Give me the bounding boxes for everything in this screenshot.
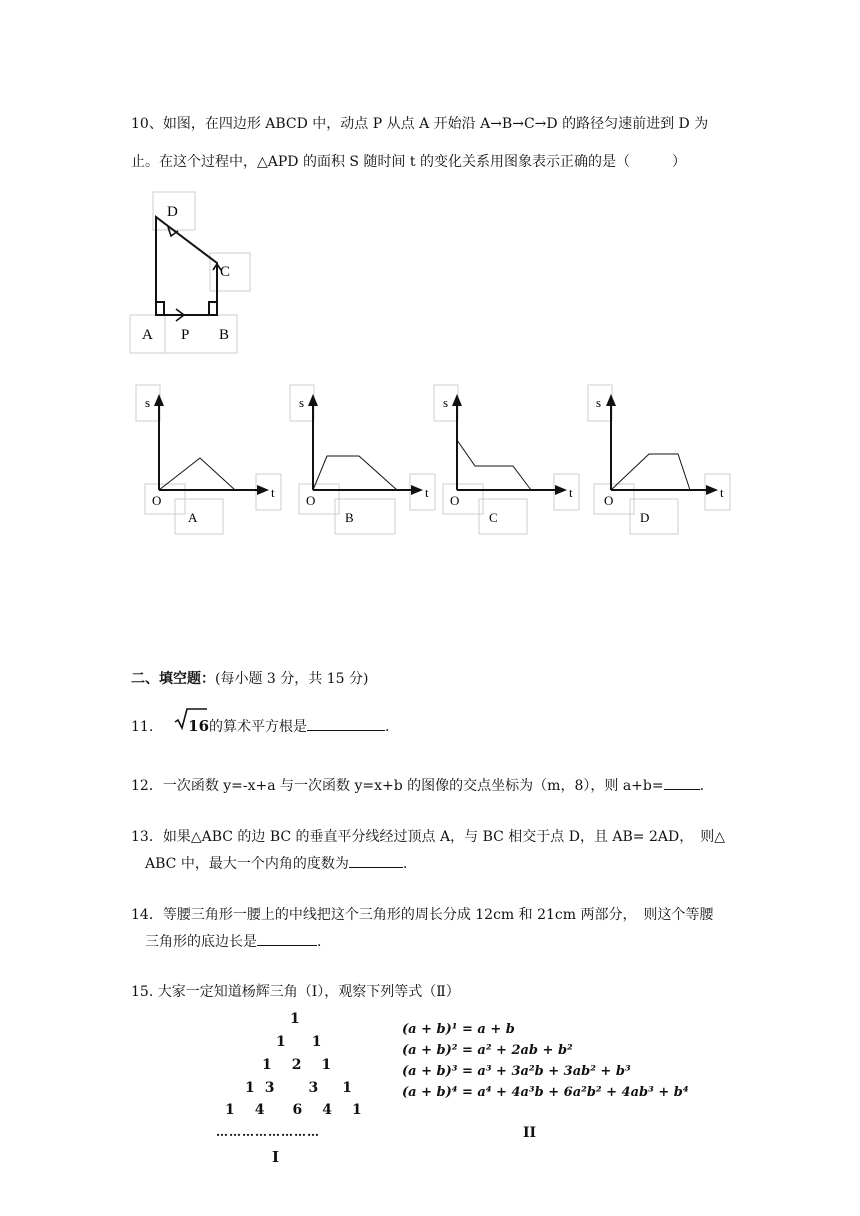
q13-period: . (402, 856, 408, 872)
axis-s: s (443, 395, 449, 410)
section-title: 二、填空题： (131, 671, 215, 687)
axis-s: s (299, 395, 305, 410)
label-P: P (181, 327, 190, 343)
label-A: A (142, 327, 153, 343)
equation-4: (a + b)⁴ = a⁴ + 4a³b + 6a²b² + 4ab³ + b⁴ (402, 1085, 689, 1100)
label-D: D (167, 204, 178, 220)
q10-line2: 止。在这个过程中，△APD 的面积 S 随时间 t 的变化关系用图象表示正确的是（ ） (131, 154, 686, 170)
label-i: I (272, 1148, 280, 1166)
q14-line2-wrap (145, 931, 321, 952)
q11-answer-blank[interactable] (307, 716, 385, 731)
section-heading (131, 669, 368, 689)
question-12 (131, 775, 704, 796)
q11-number: 11. (131, 719, 154, 735)
option-label: C (489, 510, 498, 525)
triangle-dots: …………………… (216, 1125, 320, 1139)
q15-text: 15. 大家一定知道杨辉三角（Ⅰ），观察下列等式（Ⅱ） (131, 984, 460, 1000)
option-graph-d (582, 384, 732, 539)
q13-answer-blank[interactable] (349, 853, 403, 868)
q14-answer-blank[interactable] (257, 931, 317, 946)
axis-t: t (425, 485, 429, 500)
triangle-row-3: 1 2 1 (262, 1057, 332, 1073)
equation-2: (a + b)² = a² + 2ab + b² (402, 1043, 573, 1058)
binomial-equations (402, 1019, 689, 1103)
axis-t: t (720, 485, 724, 500)
radical-sign-icon (174, 706, 208, 732)
q14-line1: 14．等腰三角形一腰上的中线把这个三角形的周长分成 12cm 和 21cm 两部分， 则这个等腰 (131, 907, 714, 923)
q14-period: . (317, 934, 322, 950)
axis-s: s (596, 395, 602, 410)
equation-3: (a + b)³ = a³ + 3a²b + 3ab² + b³ (402, 1064, 631, 1079)
sqrt-expression (176, 716, 209, 736)
q13-line2-wrap (145, 853, 407, 874)
triangle-row-1: 1 (290, 1011, 300, 1027)
q12-period: . (699, 778, 705, 794)
origin-o: O (604, 493, 614, 508)
option-label: A (188, 510, 198, 525)
axis-t: t (569, 485, 573, 500)
option-label: D (640, 510, 650, 525)
q10-line1: 10、如图，在四边形 ABCD 中，动点 P 从点 A 开始沿 A→B→C→D 的路径匀速前进到 D 为 (131, 116, 709, 132)
option-graph-c (431, 384, 581, 539)
q14-line2: 三角形的底边长是 (145, 934, 257, 950)
axis-t: t (271, 485, 275, 500)
equation-1: (a + b)¹ = a + b (402, 1022, 515, 1037)
q12-text: 12．一次函数 y=-x+a 与一次函数 y=x+b 的图像的交点坐标为（m，8），则 a+b= (131, 778, 664, 794)
radicand: 16 (188, 717, 210, 735)
section-note: (每小题 3 分，共 15 分) (215, 671, 369, 687)
origin-o: O (450, 493, 460, 508)
option-graph-a (133, 384, 283, 539)
triangle-row-4: 1 3 3 1 (245, 1080, 352, 1096)
q13-line1: 13．如果△ABC 的边 BC 的垂直平分线经过顶点 A，与 BC 相交于点 D，且 AB= 2AD， 则△ (131, 829, 725, 845)
triangle-row-2: 1 1 (276, 1034, 322, 1050)
q11-text: 的算术平方根是 (209, 719, 308, 735)
q13-line2: ABC 中，最大一个内角的度数为 (145, 856, 349, 872)
axis-s: s (145, 395, 151, 410)
quadrilateral-figure (125, 185, 255, 355)
origin-o: O (152, 493, 162, 508)
label-C: C (220, 264, 231, 280)
label-B: B (219, 327, 230, 343)
option-graph-b (287, 384, 437, 539)
q12-answer-blank[interactable] (664, 775, 700, 790)
question-11 (131, 716, 390, 737)
option-label: B (345, 510, 354, 525)
origin-o: O (306, 493, 316, 508)
q11-period: . (385, 719, 390, 735)
triangle-row-5: 1 4 6 4 1 (225, 1102, 362, 1118)
label-ii: II (523, 1125, 537, 1141)
